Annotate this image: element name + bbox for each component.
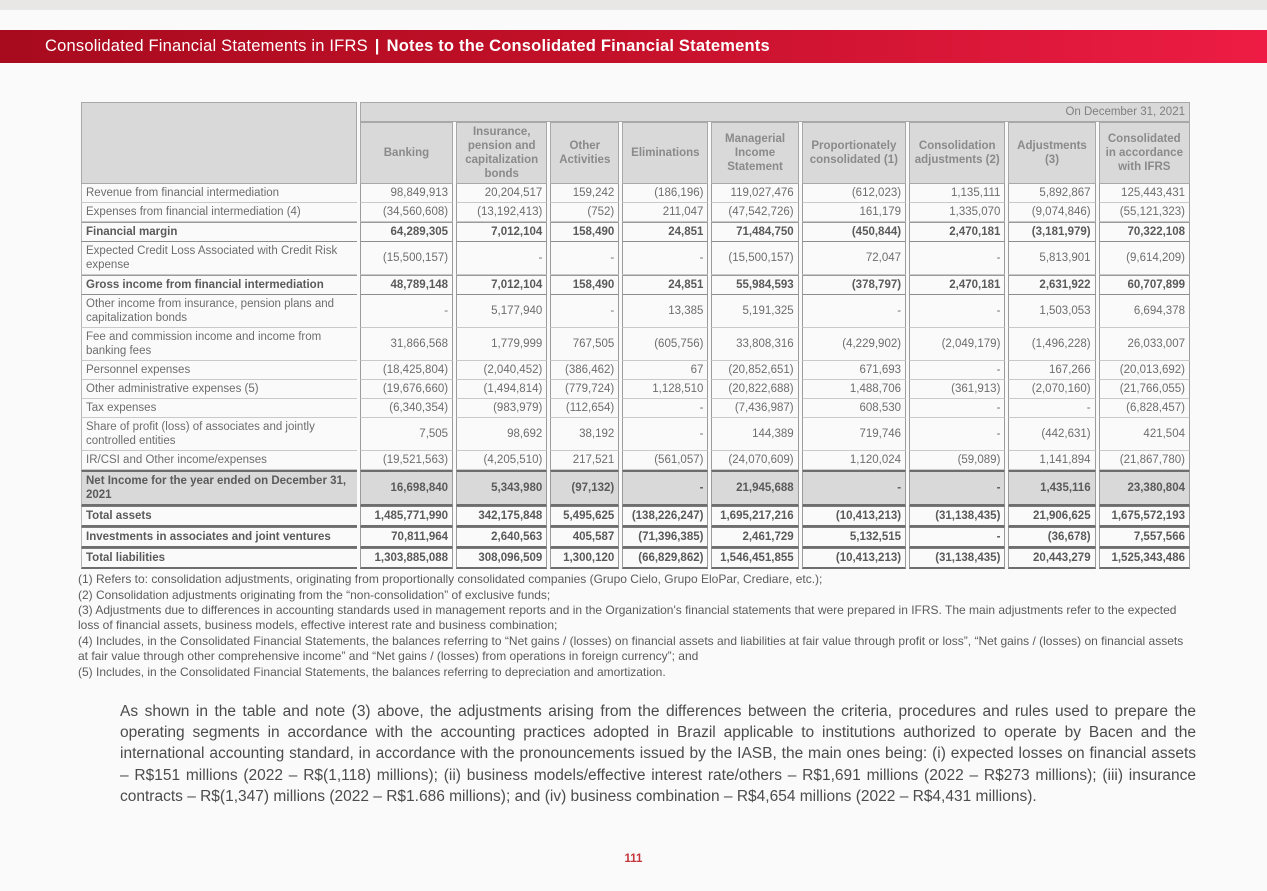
table-row <box>81 222 1190 242</box>
cell-value: 421,504 <box>1099 418 1190 451</box>
row-label: Tax expenses <box>81 399 357 418</box>
cell-value: (442,631) <box>1008 418 1095 451</box>
cell-value: 1,120,024 <box>802 451 906 470</box>
cell-value: 21,906,625 <box>1008 506 1095 527</box>
cell-value: 16,698,840 <box>360 470 453 506</box>
cell-value: (21,867,780) <box>1099 451 1190 470</box>
cell-value: 1,488,706 <box>802 380 906 399</box>
cell-value: 33,808,316 <box>711 328 798 361</box>
cell-value: (1,496,228) <box>1008 328 1095 361</box>
table-row <box>81 275 1190 295</box>
cell-value: - <box>909 470 1005 506</box>
cell-value: 20,443,279 <box>1008 548 1095 569</box>
cell-value: (31,138,435) <box>909 506 1005 527</box>
cell-value: - <box>622 418 708 451</box>
row-label-header-spacer <box>81 102 357 184</box>
cell-value: (186,196) <box>622 184 708 203</box>
column-header: Managerial Income Statement <box>711 122 798 184</box>
cell-value: - <box>909 418 1005 451</box>
cell-value: 671,693 <box>802 361 906 380</box>
cell-value: 342,175,848 <box>456 506 547 527</box>
cell-value: - <box>909 399 1005 418</box>
cell-value: (55,121,323) <box>1099 203 1190 222</box>
cell-value: 7,012,104 <box>456 275 547 295</box>
cell-value: (779,724) <box>550 380 619 399</box>
cell-value: (47,542,726) <box>711 203 798 222</box>
cell-value: 55,984,593 <box>711 275 798 295</box>
cell-value: 1,675,572,193 <box>1099 506 1190 527</box>
column-header: Proportionately consolidated (1) <box>802 122 906 184</box>
page-header-banner <box>0 30 1267 63</box>
cell-value: (15,500,157) <box>711 242 798 275</box>
cell-value: - <box>802 470 906 506</box>
footnote: (5) Includes, in the Consolidated Financial Statements, the balances referring to depreciation and amortization. <box>78 664 666 679</box>
cell-value: (19,521,563) <box>360 451 453 470</box>
banner-separator: | <box>374 37 380 55</box>
cell-value: - <box>909 527 1005 548</box>
cell-value: - <box>622 470 708 506</box>
cell-value: (561,057) <box>622 451 708 470</box>
cell-value: (7,436,987) <box>711 399 798 418</box>
footnote: (4) Includes, in the Consolidated Financial Statements, the balances referring to “Net gains / (losses) on financial assets and liabilities at fair value through profit or loss”, “Net gains / (losses) on financial assets at fair value through other comprehensive income” and “Net gains / (losses) from operations in foreign currency”; and <box>78 633 1184 664</box>
table-row <box>81 506 1190 527</box>
cell-value: 21,945,688 <box>711 470 798 506</box>
cell-value: - <box>550 295 619 328</box>
cell-value: 1,335,070 <box>909 203 1005 222</box>
cell-value: - <box>802 295 906 328</box>
column-header: Consolidation adjustments (2) <box>909 122 1005 184</box>
cell-value: 13,385 <box>622 295 708 328</box>
cell-value: 26,033,007 <box>1099 328 1190 361</box>
row-label: Personnel expenses <box>81 361 357 380</box>
footnote: (1) Refers to: consolidation adjustments, originating from proportionally consolidated companies (Grupo Cielo, Grupo EloPar, Crediare, etc.); <box>78 572 823 587</box>
cell-value: (31,138,435) <box>909 548 1005 569</box>
cell-value: 167,266 <box>1008 361 1095 380</box>
row-label: Net Income for the year ended on December 31, 2021 <box>81 470 357 506</box>
cell-value: (2,070,160) <box>1008 380 1095 399</box>
cell-value: (4,205,510) <box>456 451 547 470</box>
cell-value: 1,300,120 <box>550 548 619 569</box>
cell-value: (59,089) <box>909 451 1005 470</box>
cell-value: 20,204,517 <box>456 184 547 203</box>
table-body <box>81 184 1190 569</box>
table-row <box>81 361 1190 380</box>
cell-value: 1,485,771,990 <box>360 506 453 527</box>
row-label: Other income from insurance, pension plans and capitalization bonds <box>81 295 357 328</box>
table-row <box>81 418 1190 451</box>
cell-value: 5,813,901 <box>1008 242 1095 275</box>
page-content <box>0 102 1267 807</box>
cell-value: 2,631,922 <box>1008 275 1095 295</box>
column-header: Adjustments (3) <box>1008 122 1095 184</box>
cell-value: (6,340,354) <box>360 399 453 418</box>
cell-value: 24,851 <box>622 275 708 295</box>
cell-value: 161,179 <box>802 203 906 222</box>
row-label: Share of profit (loss) of associates and jointly controlled entities <box>81 418 357 451</box>
cell-value: (450,844) <box>802 222 906 242</box>
cell-value: 1,141,894 <box>1008 451 1095 470</box>
cell-value: - <box>622 399 708 418</box>
cell-value: 5,177,940 <box>456 295 547 328</box>
table-row <box>81 548 1190 569</box>
cell-value: 1,303,885,088 <box>360 548 453 569</box>
cell-value: 159,242 <box>550 184 619 203</box>
cell-value: 608,530 <box>802 399 906 418</box>
table-row <box>81 399 1190 418</box>
page-number: 111 <box>624 853 643 866</box>
cell-value: 64,289,305 <box>360 222 453 242</box>
row-label: Other administrative expenses (5) <box>81 380 357 399</box>
table-row <box>81 527 1190 548</box>
cell-value: (20,013,692) <box>1099 361 1190 380</box>
row-label: IR/CSI and Other income/expenses <box>81 451 357 470</box>
banner-title-bold: Notes to the Consolidated Financial Statements <box>386 37 770 55</box>
cell-value: 2,470,181 <box>909 222 1005 242</box>
cell-value: 1,546,451,855 <box>711 548 798 569</box>
cell-value: 2,470,181 <box>909 275 1005 295</box>
cell-value: 217,521 <box>550 451 619 470</box>
cell-value: (2,049,179) <box>909 328 1005 361</box>
cell-value: 1,128,510 <box>622 380 708 399</box>
cell-value: 1,135,111 <box>909 184 1005 203</box>
row-label: Total assets <box>81 506 357 527</box>
cell-value: (6,828,457) <box>1099 399 1190 418</box>
cell-value: (15,500,157) <box>360 242 453 275</box>
cell-value: 158,490 <box>550 222 619 242</box>
table-row <box>81 470 1190 506</box>
cell-value: - <box>1008 399 1095 418</box>
cell-value: 2,461,729 <box>711 527 798 548</box>
cell-value: (20,822,688) <box>711 380 798 399</box>
row-label: Total liabilities <box>81 548 357 569</box>
period-header-row <box>81 102 1190 122</box>
cell-value: 23,380,804 <box>1099 470 1190 506</box>
row-label: Gross income from financial intermediation <box>81 275 357 295</box>
cell-value: 67 <box>622 361 708 380</box>
cell-value: (13,192,413) <box>456 203 547 222</box>
cell-value: 7,505 <box>360 418 453 451</box>
cell-value: 5,132,515 <box>802 527 906 548</box>
row-label: Expected Credit Loss Associated with Credit Risk expense <box>81 242 357 275</box>
cell-value: 71,484,750 <box>711 222 798 242</box>
cell-value: 70,811,964 <box>360 527 453 548</box>
footnote: (3) Adjustments due to differences in accounting standards used in management reports and in the Organization's financial statements that were prepared in IFRS. The main adjustments refer to the expected loss of financial assets, business models, effective interest rate and business combination; <box>78 603 1177 633</box>
segment-reporting-table <box>78 102 1193 569</box>
table-row <box>81 203 1190 222</box>
cell-value: - <box>909 242 1005 275</box>
banner-title-regular: Consolidated Financial Statements in IFRS <box>45 37 368 55</box>
cell-value: 767,505 <box>550 328 619 361</box>
cell-value: 31,866,568 <box>360 328 453 361</box>
cell-value: (2,040,452) <box>456 361 547 380</box>
footnotes-block <box>78 572 1193 680</box>
cell-value: (4,229,902) <box>802 328 906 361</box>
cell-value: (21,766,055) <box>1099 380 1190 399</box>
cell-value: - <box>909 295 1005 328</box>
cell-value: (386,462) <box>550 361 619 380</box>
cell-value: 98,849,913 <box>360 184 453 203</box>
cell-value: 5,191,325 <box>711 295 798 328</box>
cell-value: 144,389 <box>711 418 798 451</box>
cell-value: 405,587 <box>550 527 619 548</box>
row-label: Financial margin <box>81 222 357 242</box>
cell-value: (66,829,862) <box>622 548 708 569</box>
cell-value: 719,746 <box>802 418 906 451</box>
cell-value: 5,892,867 <box>1008 184 1095 203</box>
cell-value: 5,343,980 <box>456 470 547 506</box>
cell-value: (20,852,651) <box>711 361 798 380</box>
cell-value: (3,181,979) <box>1008 222 1095 242</box>
cell-value: 7,557,566 <box>1099 527 1190 548</box>
cell-value: 6,694,378 <box>1099 295 1190 328</box>
cell-value: 1,435,116 <box>1008 470 1095 506</box>
row-label: Fee and commission income and income from banking fees <box>81 328 357 361</box>
cell-value: (605,756) <box>622 328 708 361</box>
cell-value: 308,096,509 <box>456 548 547 569</box>
cell-value: (18,425,804) <box>360 361 453 380</box>
column-header: Consolidated in accordance with IFRS <box>1099 122 1190 184</box>
cell-value: (36,678) <box>1008 527 1095 548</box>
cell-value: 7,012,104 <box>456 222 547 242</box>
cell-value: (19,676,660) <box>360 380 453 399</box>
cell-value: 1,779,999 <box>456 328 547 361</box>
cell-value: (71,396,385) <box>622 527 708 548</box>
cell-value: (752) <box>550 203 619 222</box>
cell-value: (24,070,609) <box>711 451 798 470</box>
cell-value: 60,707,899 <box>1099 275 1190 295</box>
cell-value: 72,047 <box>802 242 906 275</box>
period-header: On December 31, 2021 <box>360 102 1190 122</box>
cell-value: 1,695,217,216 <box>711 506 798 527</box>
cell-value: 98,692 <box>456 418 547 451</box>
column-header: Other Activities <box>550 122 619 184</box>
cell-value: 119,027,476 <box>711 184 798 203</box>
cell-value: - <box>622 242 708 275</box>
cell-value: (97,132) <box>550 470 619 506</box>
cell-value: (983,979) <box>456 399 547 418</box>
cell-value: 2,640,563 <box>456 527 547 548</box>
table-row <box>81 184 1190 203</box>
cell-value: 125,443,431 <box>1099 184 1190 203</box>
cell-value: (612,023) <box>802 184 906 203</box>
row-label: Investments in associates and joint ventures <box>81 527 357 548</box>
cell-value: (9,614,209) <box>1099 242 1190 275</box>
cell-value: 70,322,108 <box>1099 222 1190 242</box>
table-row <box>81 451 1190 470</box>
table-row <box>81 242 1190 275</box>
column-header: Banking <box>360 122 453 184</box>
cell-value: (10,413,213) <box>802 548 906 569</box>
table-row <box>81 295 1190 328</box>
cell-value: 24,851 <box>622 222 708 242</box>
cell-value: 48,789,148 <box>360 275 453 295</box>
row-label: Expenses from financial intermediation (4) <box>81 203 357 222</box>
row-label: Revenue from financial intermediation <box>81 184 357 203</box>
cell-value: (1,494,814) <box>456 380 547 399</box>
cell-value: 38,192 <box>550 418 619 451</box>
cell-value: (10,413,213) <box>802 506 906 527</box>
cell-value: - <box>360 295 453 328</box>
cell-value: (112,654) <box>550 399 619 418</box>
cell-value: (9,074,846) <box>1008 203 1095 222</box>
cell-value: 1,525,343,486 <box>1099 548 1190 569</box>
cell-value: - <box>456 242 547 275</box>
cell-value: 211,047 <box>622 203 708 222</box>
cell-value: 158,490 <box>550 275 619 295</box>
top-gray-strip <box>0 0 1267 10</box>
explanatory-paragraph: As shown in the table and note (3) above, the adjustments arising from the differences between the criteria, procedures and rules used to prepare the operating segments in accordance with the accounting practices adopted in Brazil applicable to institutions authorized to operate by Bacen and the international accounting standard, in accordance with the pronouncements issued by the IASB, the main ones being: (i) expected losses on financial assets – R$151 millions (2022 – R$(1,118) millions); (ii) business models/effective interest rate/others – R$1,691 millions (2022 – R$273 millions); (iii) insurance contracts – R$(1,347) millions (2022 – R$1.686 millions); and (iv) business combination – R$4,654 millions (2022 – R$4,431 millions). <box>120 702 1196 805</box>
cell-value: (378,797) <box>802 275 906 295</box>
table-row <box>81 328 1190 361</box>
cell-value: (361,913) <box>909 380 1005 399</box>
cell-value: 5,495,625 <box>550 506 619 527</box>
footnote: (2) Consolidation adjustments originating from the “non-consolidation” of exclusive funds; <box>78 587 551 602</box>
cell-value: (34,560,608) <box>360 203 453 222</box>
column-header: Eliminations <box>622 122 708 184</box>
cell-value: - <box>550 242 619 275</box>
cell-value: (138,226,247) <box>622 506 708 527</box>
cell-value: 1,503,053 <box>1008 295 1095 328</box>
cell-value: - <box>909 361 1005 380</box>
table-row <box>81 380 1190 399</box>
column-header: Insurance, pension and capitalization bonds <box>456 122 547 184</box>
